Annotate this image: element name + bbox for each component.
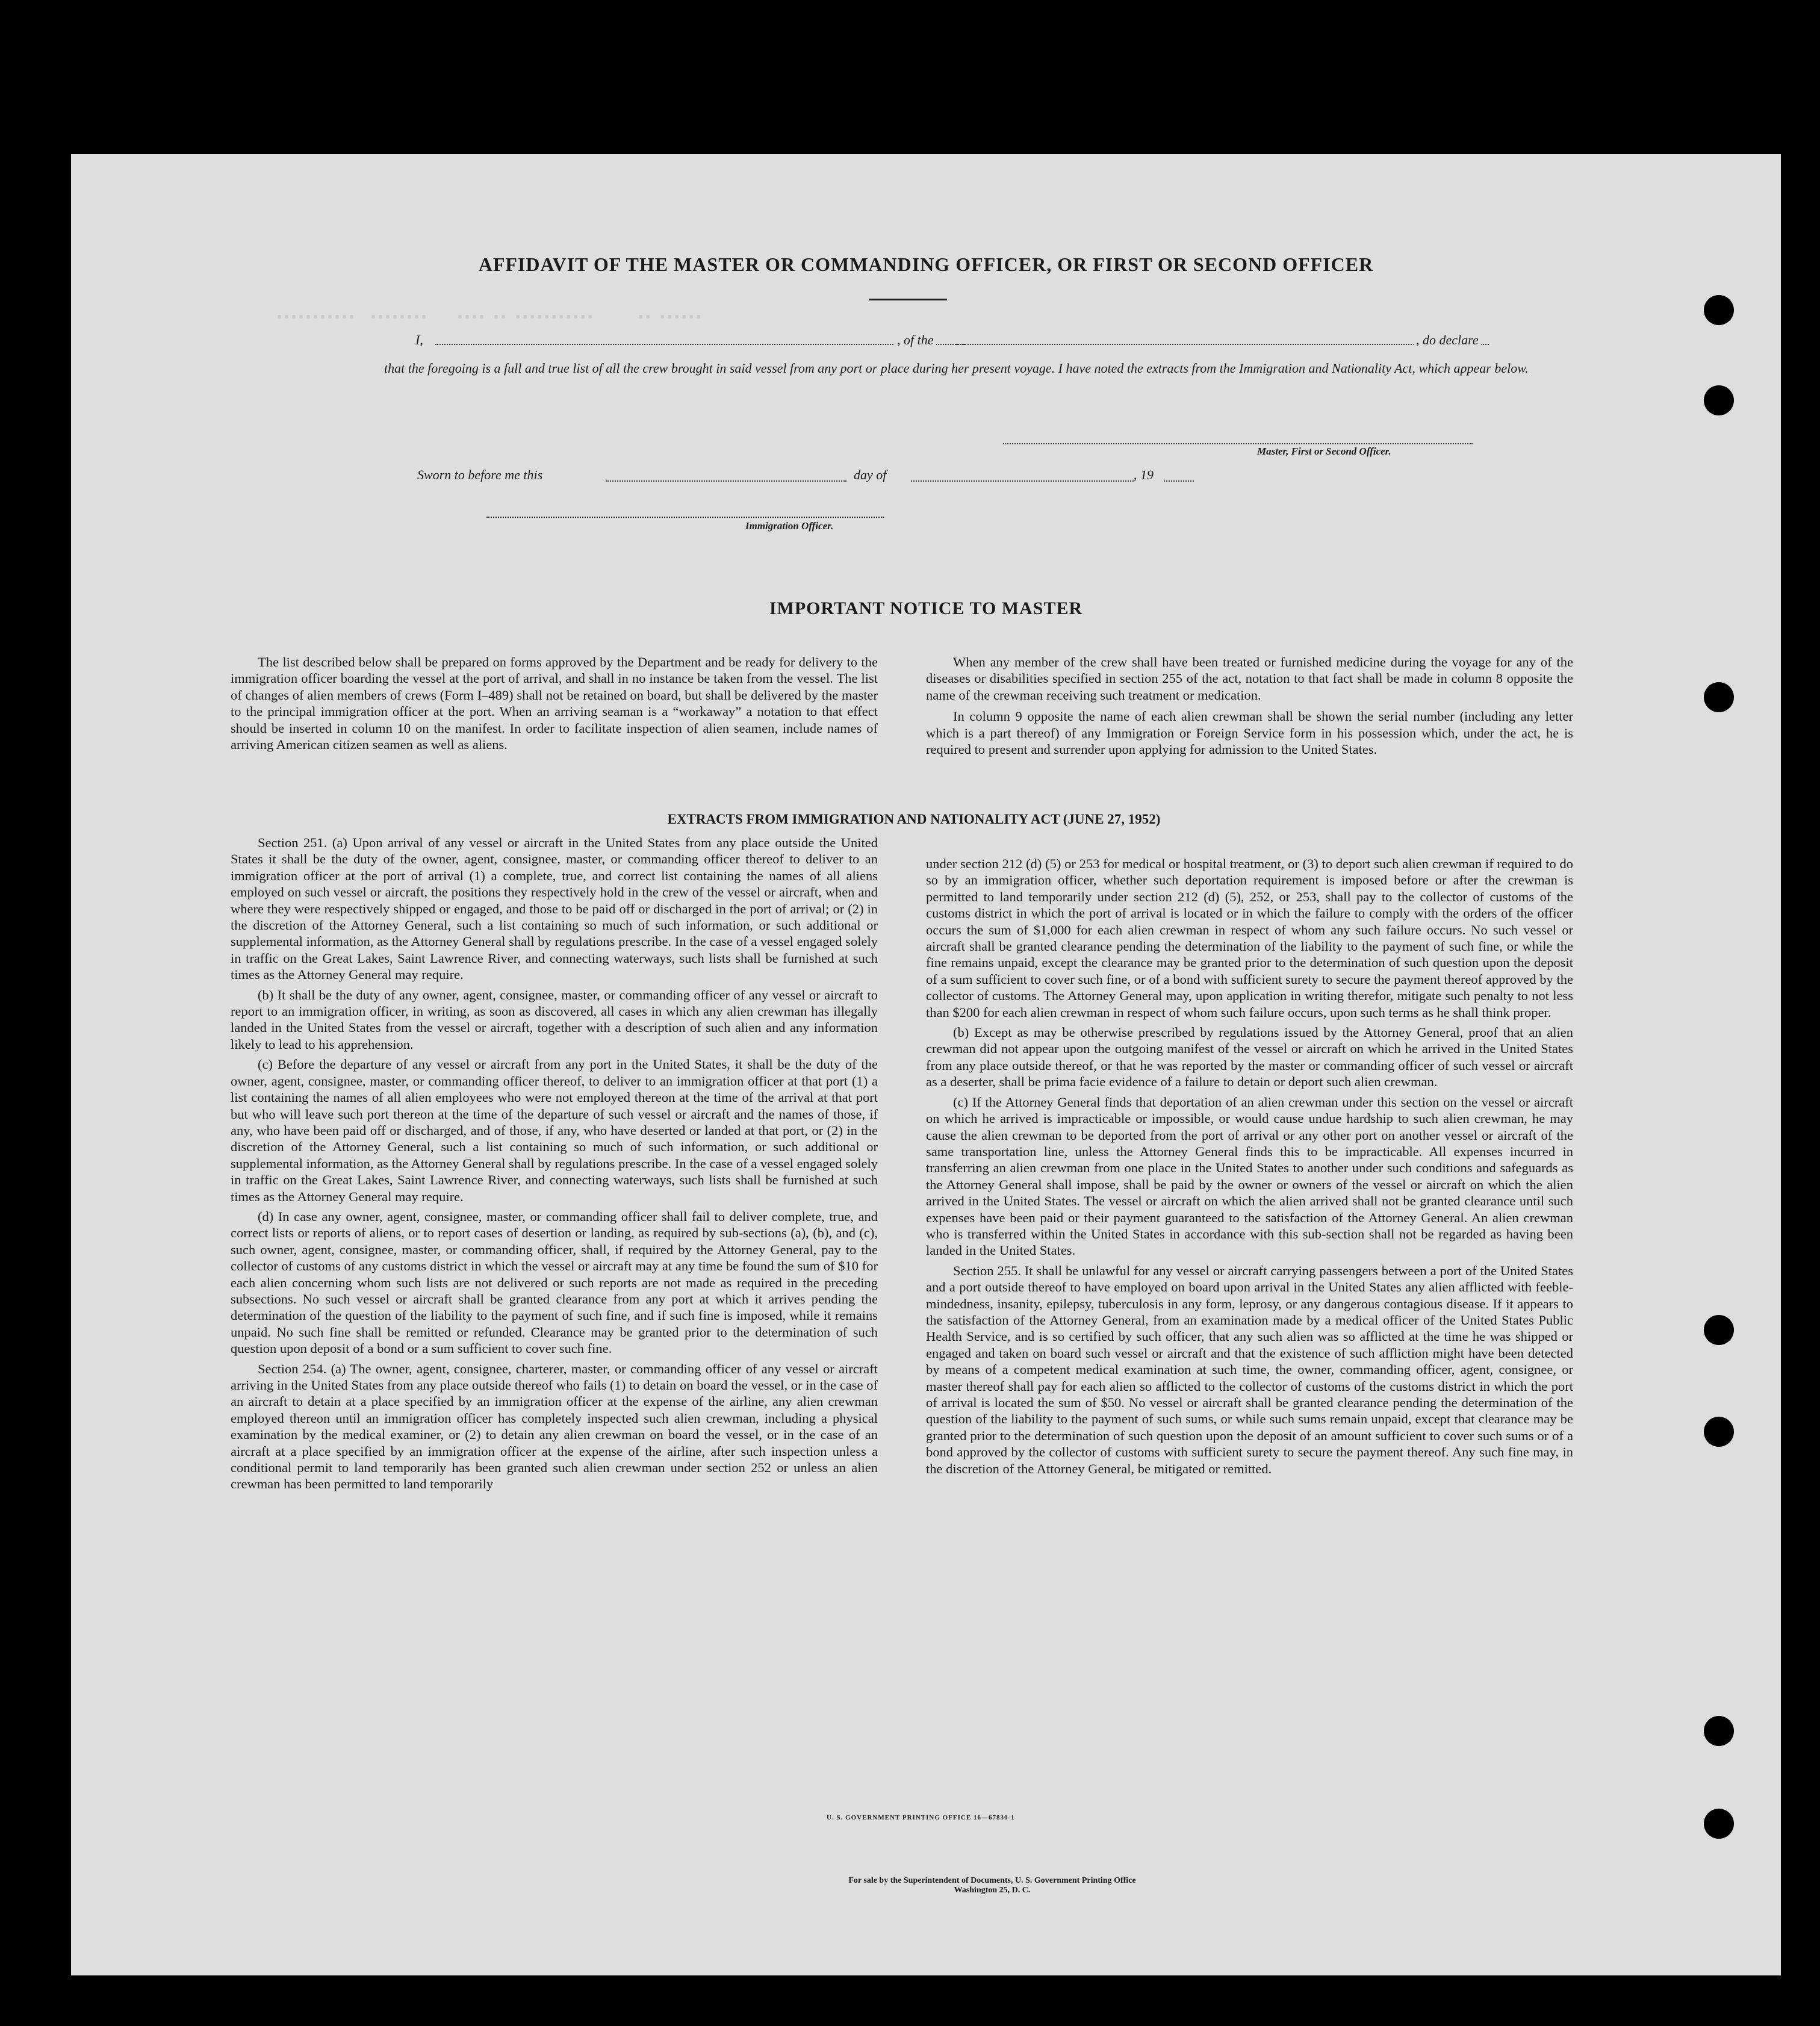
- master-label: Master, First or Second Officer.: [1257, 446, 1391, 457]
- officer-label: Immigration Officer.: [745, 520, 834, 532]
- binder-hole: [1704, 385, 1734, 415]
- notice-left-column: [231, 654, 878, 756]
- vessel-field[interactable]: [956, 343, 1489, 345]
- binder-hole: [1704, 1315, 1734, 1345]
- binder-hole: [1704, 1809, 1734, 1839]
- section-paragraph: (b) It shall be the duty of any owner, agent, consignee, master, or commanding officer of any vessel or aircraft to report to an immigration officer, in writing, as soon as discovered, all cases in which any alien crewman has illegally landed in the United States from the vessel or aircraft, together with a description of such alien and any information likely to lead to his apprehension.: [231, 987, 878, 1052]
- extracts-title: EXTRACTS FROM IMMIGRATION AND NATIONALITY ACT (JUNE 27, 1952): [667, 812, 1161, 827]
- sale-notice: [721, 1876, 1263, 1895]
- section-paragraph: under section 212 (d) (5) or 253 for medical or hospital treatment, or (3) to deport such alien crewman if required to do so by an immigration officer, whether such deportation requirement is imposed before or after the crewman is permitted to land temporarily under section 212 (d) (5), 252, or 253, shall pay to the collector of customs of the customs district in which the port of arrival is located or in which the failure to comply with the orders of the officer occurs the sum of $1,000 for each alien crewman in respect of whom any such failure occurs. No such vessel or aircraft shall be granted clearance pending the determination of the liability to the payment of such fine, or while the fine remains unpaid, except the clearance may be granted prior to the determination of such question upon the deposit of a sum sufficient to cover such fine, or of a bond with sufficient surety to secure the payment thereof approved by the collector of customs. The Attorney General may, upon application in writing therefor, mitigate such penalty to not less than $200 for each alien crewman in respect of whom such failure occurs, upon such terms as he shall think proper.: [926, 856, 1573, 1020]
- bleed-through-marks: ▪▪▪▪▪▪▪▪▪▪▪ ▪▪▪▪▪▪▪▪ ▪▪▪▪ ▪▪ ▪▪▪▪▪▪▪▪▪▪▪ ▪▪ ▪▪▪▪▪▪: [276, 311, 703, 325]
- day-of-label: day of: [854, 467, 887, 482]
- section-paragraph: (d) In case any owner, agent, consignee, master, or commanding officer shall fail to deliver complete, true, and correct lists or reports of aliens, or to report cases of desertion or landing, as required by sub-sections (a), (b), and (c), such owner, agent, consignee, master, or commanding officer, shall, if required by the Attorney General, pay to the collector of customs of any customs district in which the vessel or aircraft may at any time be found the sum of $10 for each alien concerning whom such lists are not delivered or such reports are not made as required in the preceding subsections. No such vessel or aircraft shall be granted clearance from any port at which it arrives pending the determination of the question of the liability to the payment of such fine, and if such fine is imposed, while it remains unpaid. No such fine shall be remitted or refunded. Clearance may be granted prior to the determination of such question upon deposit of a bond or a sum sufficient to cover such fine.: [231, 1208, 878, 1356]
- binder-hole: [1704, 295, 1734, 325]
- affidavit-title: AFFIDAVIT OF THE MASTER OR COMMANDING OFFICER, OR FIRST OR SECOND OFFICER: [478, 253, 1374, 275]
- binder-hole: [1704, 1417, 1734, 1447]
- notice-paragraph: The list described below shall be prepared on forms approved by the Department and be ready for delivery to the immigration officer boarding the vessel at the port of arrival, and shall in no instance be taken from the vessel. The list of changes of alien members of crews (Form I–489) shall not be retained on board, but shall be delivered by the master to the principal immigration officer at the port. When an arriving seaman is a “workaway” a notation to that effect should be inserted in column 10 on the manifest. In order to facilitate inspection of alien seamen, include names of arriving American citizen seamen as well as aliens.: [231, 654, 878, 753]
- officer-signature-line[interactable]: [486, 515, 884, 518]
- binder-hole: [1704, 1716, 1734, 1746]
- affidavit-of-label: , of the: [895, 332, 936, 348]
- section-paragraph: Section 255. It shall be unlawful for any vessel or aircraft carrying passengers between a port of the United States and a port outside thereof to have employed on board upon arrival in the United States any alien afflicted with feeble-mindedness, insanity, epilepsy, tuberculosis in any form, leprosy, or any dangerous contagious disease. If it appears to the satisfaction of the Attorney General, from an examination made by a medical officer of the United States Public Health Service, and is so certified by such officer, that any such alien was so afflicted at the time he was shipped or engaged and taken on board such vessel or aircraft and that the existence of such affliction might have been detected by means of a competent medical examination at such time, the owner, commanding officer, agent, consignee, or master thereof shall pay for each alien so afflicted to the collector of customs of the customs district in which the port of arrival is located the sum of $50. No vessel or aircraft shall be granted clearance pending the determination of the question of the liability to the payment of such sums, or while such sums remain unpaid, except that clearance may be granted prior to the determination of such question upon the deposit of an amount sufficient to cover such sums or of a bond approved by the collector of customs with sufficient surety to secure the payment thereof. Any such fine may, in the discretion of the Attorney General, be mitigated or remitted.: [926, 1263, 1573, 1476]
- affidavit-i-label: I,: [415, 332, 423, 347]
- sale-line-1: For sale by the Superintendent of Documents, U. S. Government Printing Office: [848, 1876, 1136, 1885]
- section-paragraph: (b) Except as may be otherwise prescribed by regulations issued by the Attorney General, proof that an alien crewman did not appear upon the outgoing manifest of the vessel or aircraft on which he arrived in the United States from any place outside thereof, or that he was reported by the master or commanding officer of such vessel or aircraft as a deserter, shall be prima facie evidence of a failure to detain or deport such alien crewman.: [926, 1025, 1573, 1090]
- notice-paragraph: When any member of the crew shall have been treated or furnished medicine during the voyage for any of the diseases or disabilities specified in section 255 of the act, notation to that fact shall be made in column 8 opposite the name of the crewman receiving such treatment or medication.: [926, 654, 1573, 703]
- name-field[interactable]: [435, 343, 965, 345]
- printing-office-imprint: U. S. GOVERNMENT PRINTING OFFICE 16—67830-1: [827, 1814, 1015, 1821]
- sworn-month-field[interactable]: [911, 479, 1134, 482]
- binder-hole: [1704, 682, 1734, 712]
- master-signature-line[interactable]: [1003, 442, 1473, 444]
- affidavit-body: that the foregoing is a full and true list of all the crew brought in said vessel from any port or place during her present voyage. I have noted the extracts from the Immigration and Nationality Act, which appear below.: [384, 361, 1529, 376]
- affidavit-declare-label: , do declare: [1414, 332, 1481, 348]
- sworn-day-field[interactable]: [606, 479, 846, 482]
- section-paragraph: (c) Before the departure of any vessel or aircraft from any port in the United States, it shall be the duty of the owner, agent, consignee, master, or commanding officer thereof, to deliver to an immigration officer at that port (1) a list containing the names of all alien employees who were not employed thereon at the time of the arrival at that port but who will leave such port thereon at the time of the departure of such vessel or aircraft and the names of those, if any, who have been paid off or discharged, and of those, if any, who have deserted or landed at that port, or (2) in the discretion of the Attorney General, such a list containing so much of such information, or such additional or supplemental information, as the Attorney General shall by regulations prescribe. In the case of a vessel engaged solely in traffic on the Great Lakes, Saint Lawrence River, and connecting waterways, such lists shall be furnished at such times as the Attorney General may require.: [231, 1057, 878, 1204]
- sworn-year-field[interactable]: [1164, 479, 1194, 482]
- year-label: , 19: [1134, 467, 1154, 482]
- extracts-left-column: [231, 834, 878, 1496]
- sworn-label: Sworn to before me this: [417, 467, 543, 482]
- extracts-right-column: [926, 856, 1573, 1481]
- section-paragraph: (c) If the Attorney General finds that deportation of an alien crewman under this section on the vessel or aircraft on which he arrived is impracticable or impossible, or would cause undue hardship to such alien crewman, he may cause the alien crewman to be deported from the port of arrival or any other port on another vessel or aircraft of the same transportation line, unless the Attorney General finds this to be impracticable. All expenses incurred in transferring an alien crewman from one place in the United States to another under such conditions and safeguards as the Attorney General shall impose, shall be paid by the owner or owners of the vessel or aircraft on which the alien arrived in the United States. The vessel or aircraft on which the alien arrived shall not be granted clearance until such expenses have been paid or their payment guaranteed to the satisfaction of the Attorney General. An alien crewman who is transferred within the United States in accordance with this sub-section shall not be regarded as having been landed in the United States.: [926, 1094, 1573, 1258]
- sale-line-2: Washington 25, D. C.: [954, 1886, 1031, 1895]
- notice-right-column: [926, 654, 1573, 761]
- notice-title: IMPORTANT NOTICE TO MASTER: [769, 598, 1083, 618]
- section-paragraph: Section 251. (a) Upon arrival of any vessel or aircraft in the United States from any place outside the United States it shall be the duty of the owner, agent, consignee, master, or commanding officer thereof to deliver to an immigration officer at the port of arrival (1) a complete, true, and correct list containing the names of all aliens employed on such vessel or aircraft, the positions they respectively hold in the crew of the vessel or aircraft, when and where they were respectively shipped or engaged, and those to be paid off or discharged in the port of arrival; or (2) in the discretion of the Attorney General, such a list containing so much of such information, or such additional or supplemental information, as the Attorney General shall by regulations prescribe. In the case of a vessel engaged solely in traffic on the Great Lakes, Saint Lawrence River, and connecting waterways, such lists shall be furnished at such times as the Attorney General may require.: [231, 835, 878, 983]
- section-paragraph: Section 254. (a) The owner, agent, consignee, charterer, master, or commanding officer of any vessel or aircraft arriving in the United States from any place outside thereof who fails (1) to detain on board the vessel, or in the case of an aircraft to detain at a place specified by an immigration officer at the expense of the airline, any alien crewman employed thereon until an immigration officer has completely inspected such alien crewman, including a physical examination by the medical examiner, or (2) to detain any alien crewman on board the vessel, or in the case of an aircraft at a place specified by an immigration officer at the expense of the airline, after such inspection unless a conditional permit to land temporarily has been granted such alien crewman under section 252 or unless an alien crewman has been permitted to land temporarily: [231, 1361, 878, 1492]
- title-rule: [869, 299, 947, 300]
- notice-paragraph: In column 9 opposite the name of each alien crewman shall be shown the serial number (including any letter which is a part thereof) of any Immigration or Foreign Service form in his possession which, under the act, he is required to present and surrender upon applying for admission to the United States.: [926, 709, 1573, 757]
- document-sheet: [71, 154, 1781, 1975]
